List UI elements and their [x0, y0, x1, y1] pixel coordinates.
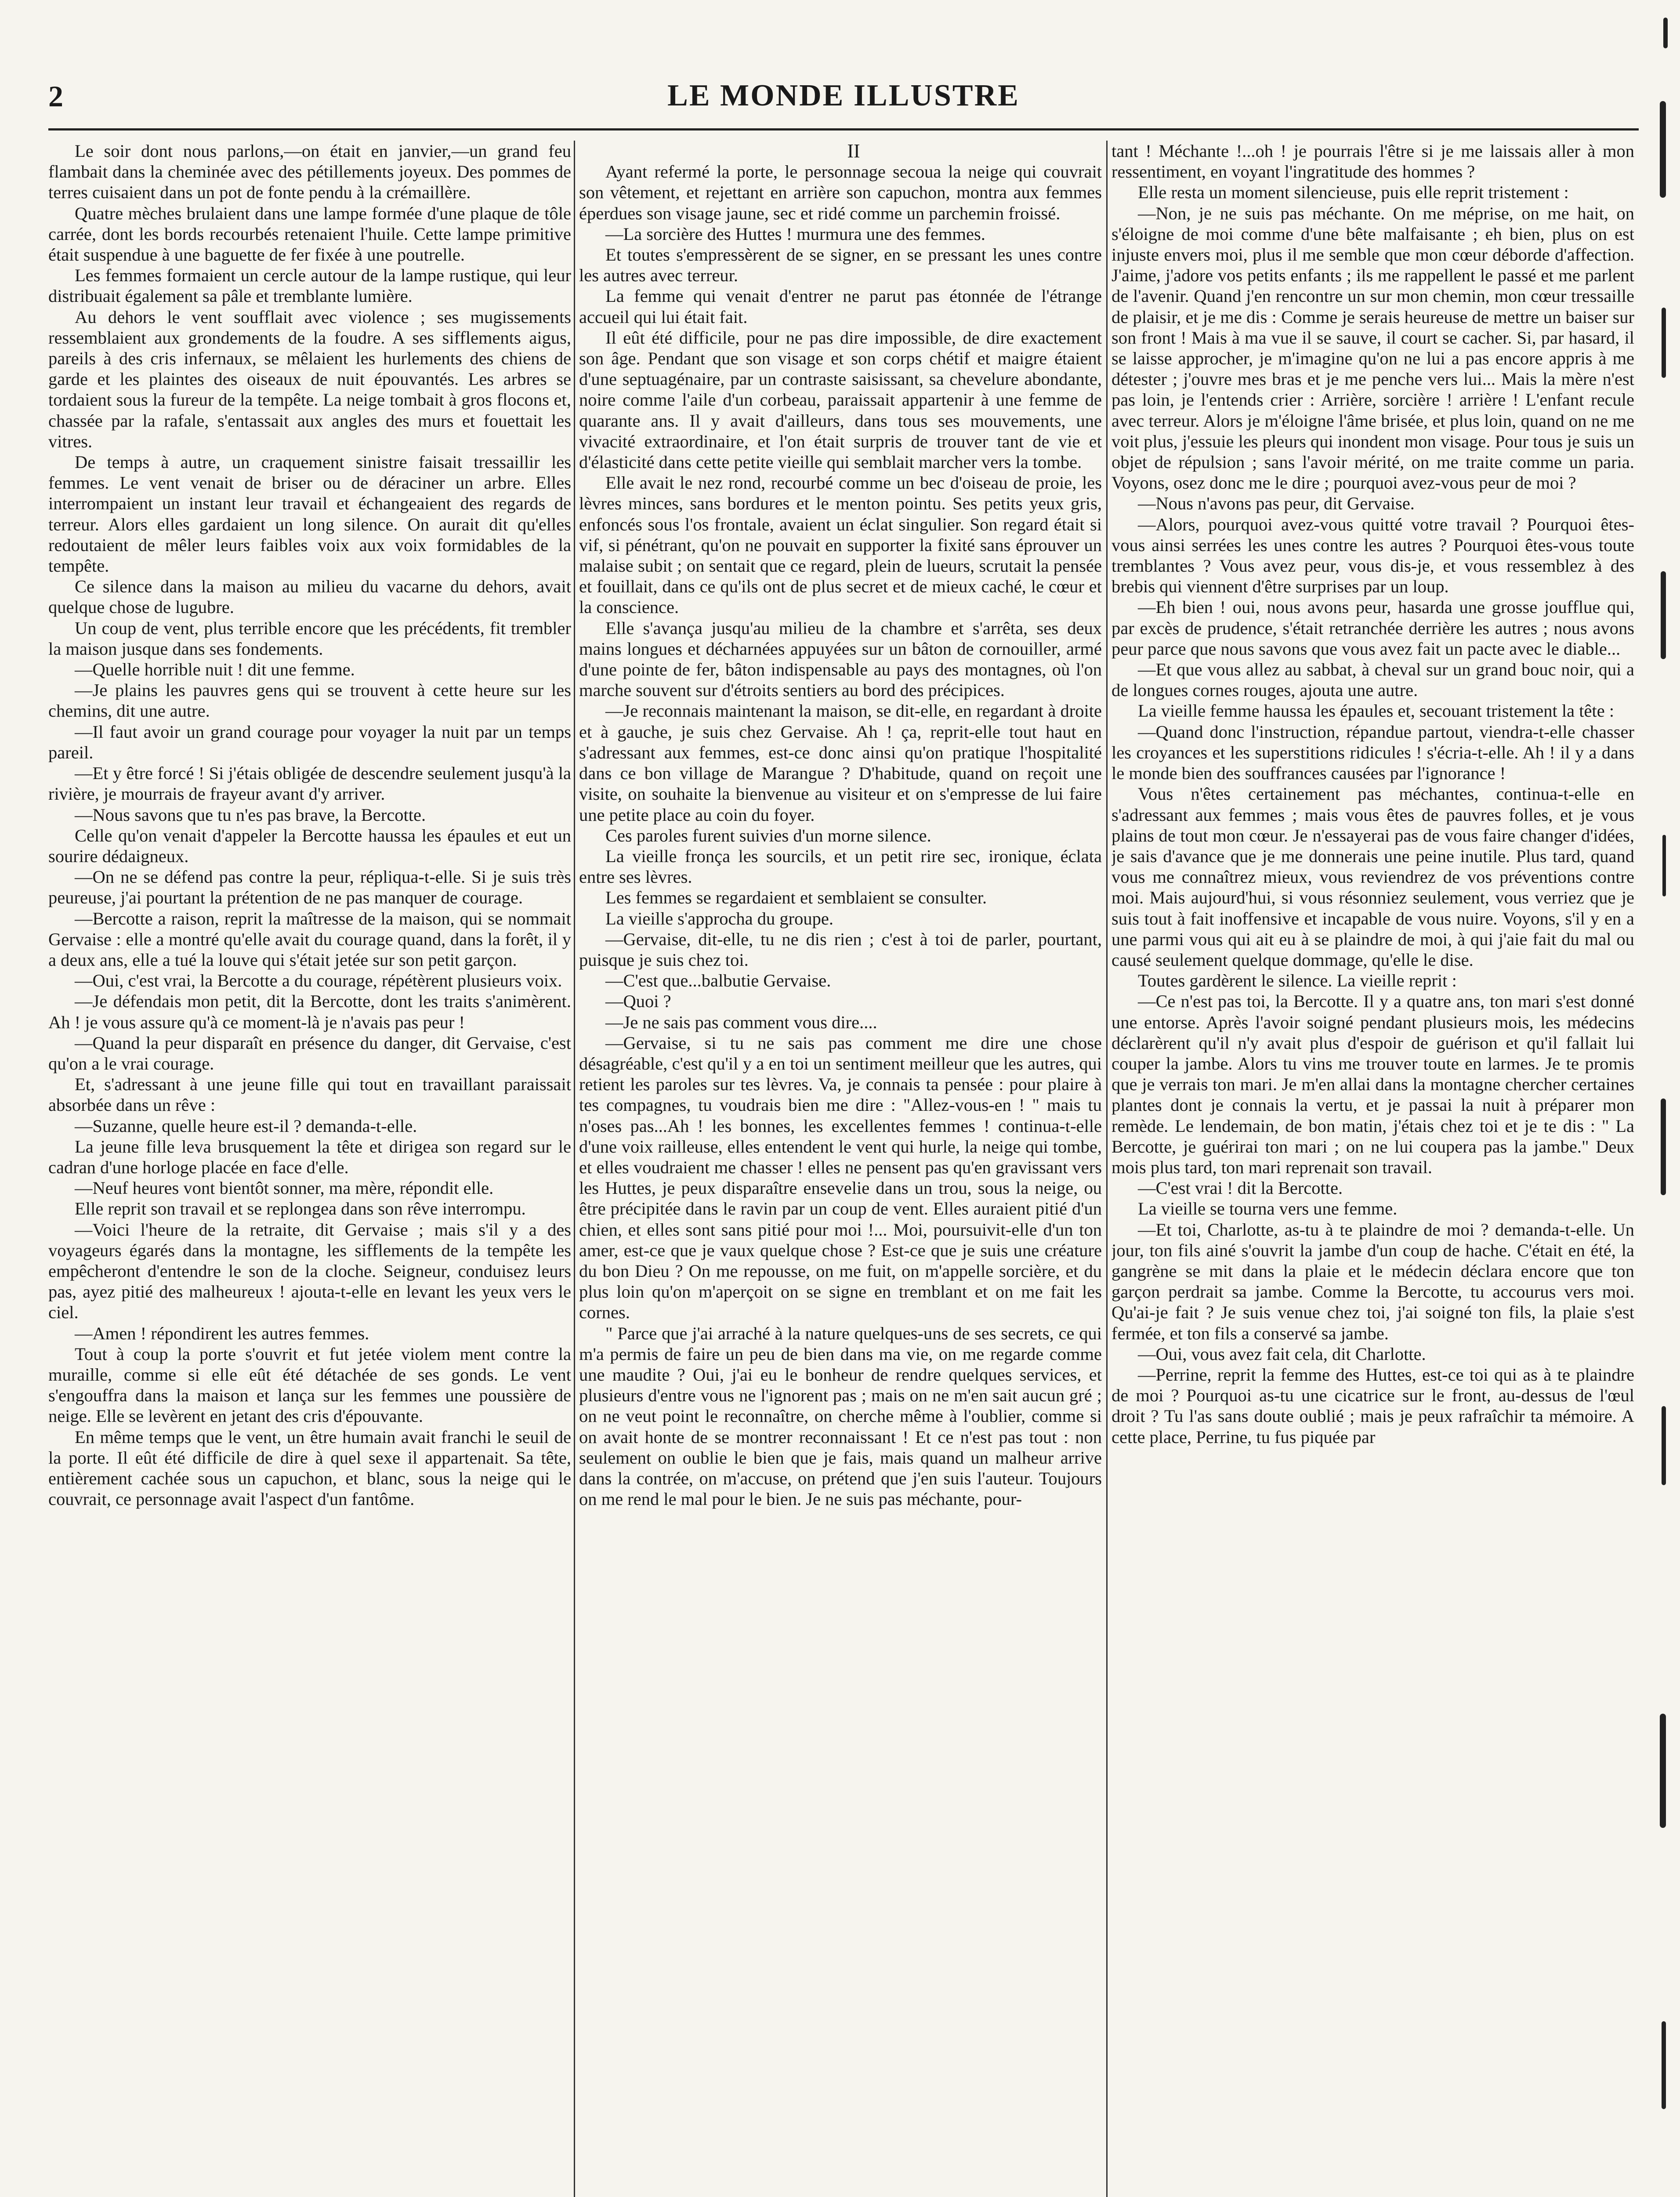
- paragraph: —Gervaise, dit-elle, tu ne dis rien ; c'est à toi de parler, pourtant, puisque je suis chez toi.: [579, 929, 1102, 970]
- paragraph: La vieille se tourna vers une femme.: [1138, 1199, 1398, 1219]
- paragraph: —Alors, pourquoi avez-vous quitté votre travail ? Pourquoi êtes-vous ainsi serrées les unes contre les autres ? Pourquoi êtes-vous toute tremblantes ? Vous avez peur, vous dis-je, et vous ressemblez à des brebis qui viennent d'être surprises par un loup.: [1112, 514, 1634, 597]
- paragraph: —Quelle horrible nuit ! dit une femme.: [75, 660, 355, 680]
- paragraph: En même temps que le vent, un être humain avait franchi le seuil de la porte. Il eût été difficile de dire à quel sexe il appartenait. Sa tête, entièrement cachée sous un capuchon, et blanc, sous la neige qui le couvrait, ce personnage avait l'aspect d'un fantôme.: [48, 1427, 571, 1509]
- binding-mark: [1663, 18, 1668, 48]
- paragraph: La vieille s'approcha du groupe.: [605, 908, 833, 928]
- binding-mark: [1660, 1714, 1666, 1828]
- paragraph: —Ce n'est pas toi, la Bercotte. Il y a quatre ans, ton mari s'est donné une entorse. Après l'avoir soigné pendant plusieurs mois, les médecins déclarèrent qu'il n'y avait plus d'espoir de guérison et qu'il fallait lui couper la jambe. Alors tu vins me trouver toute en larmes. Je te promis que je verrais ton mari. Je m'en allai dans la montagne chercher certaines plantes dont je connais la vertu, et je passai la nuit à préparer mon remède. Le lendemain, de bon matin, j'étais chez toi et je te dis : " La Bercotte, je guérirai ton mari ; on ne lui coupera pas la jambe." Deux mois plus tard, ton mari reprenait son travail.: [1112, 991, 1634, 1177]
- paragraph: —On ne se défend pas contre la peur, répliqua-t-elle. Si je suis très peureuse, j'ai pourtant la prétention de ne pas manquer de courage.: [48, 867, 571, 908]
- paragraph: —Neuf heures vont bientôt sonner, ma mère, répondit elle.: [75, 1178, 494, 1198]
- paragraph: Les femmes se regardaient et semblaient se consulter.: [605, 888, 987, 908]
- binding-edge-marks: [1650, 0, 1676, 2197]
- paragraph: Le soir dont nous parlons,—on était en janvier,—un grand feu flambait dans la cheminée avec des pétillements joyeux. Des pommes de terres cuisaient dans un pot de fonte pendu à la crémaillère.: [48, 141, 571, 203]
- paragraph: —Je ne sais pas comment vous dire....: [605, 1012, 877, 1032]
- section-heading: II: [847, 141, 860, 162]
- paragraph: —Je reconnais maintenant la maison, se dit-elle, en regardant à droite et à gauche, je suis chez Gervaise. Ah ! ça, reprit-elle tout haut en s'adressant aux femmes, est-ce donc ainsi qu'on pratique l'hospitalité dans ce bon village de Marangue ? D'habitude, quand on reçoit une visite, on souhaite la bienvenue au visiteur et on s'empresse de lui faire une petite place au coin du foyer.: [579, 701, 1102, 825]
- paragraph: —Eh bien ! oui, nous avons peur, hasarda une grosse joufflue qui, par excès de prudence, s'était retranchée derrière les autres ; nous avons peur parce que nous savons que vous avez fait un pacte avec le diable...: [1112, 597, 1634, 659]
- paragraph: Les femmes formaient un cercle autour de la lampe rustique, qui leur distribuait également sa pâle et tremblante lumière.: [48, 265, 571, 306]
- paragraph: La femme qui venait d'entrer ne parut pas étonnée de l'étrange accueil qui lui était fait.: [579, 286, 1102, 327]
- binding-mark: [1661, 571, 1666, 659]
- paragraph: —Et que vous allez au sabbat, à cheval sur un grand bouc noir, qui a de longues cornes rouges, ajouta une autre.: [1112, 660, 1634, 700]
- paragraph: —C'est que...balbutie Gervaise.: [605, 971, 831, 991]
- paragraph: —Quand la peur disparaît en présence du danger, dit Gervaise, c'est qu'on a le vrai courage.: [48, 1033, 571, 1073]
- paragraph: tant ! Méchante !...oh ! je pourrais l'être si je me laissais aller à mon ressentiment, en voyant l'ingratitude des hommes ?: [1112, 141, 1634, 182]
- binding-mark: [1661, 1098, 1666, 1195]
- paragraph: —Bercotte a raison, reprit la maîtresse de la maison, qui se nommait Gervaise : elle a montré qu'elle avait du courage quand, dans la forêt, il y a deux ans, elle a tué la louve qui s'était jetée sur son petit garçon.: [48, 908, 571, 970]
- paragraph: —Nous n'avons pas peur, dit Gervaise.: [1138, 493, 1415, 514]
- header-rule: [48, 128, 1639, 131]
- paragraph: Elle reprit son travail et se replongea dans son rêve interrompu.: [75, 1199, 526, 1219]
- paragraph: —Je plains les pauvres gens qui se trouvent à cette heure sur les chemins, dit une autre.: [48, 680, 571, 721]
- paragraph: Elle resta un moment silencieuse, puis elle reprit tristement :: [1138, 182, 1569, 203]
- paragraph: " Parce que j'ai arraché à la nature quelques-uns de ses secrets, ce qui m'a permis de faire un peu de bien dans ma vie, on me regarde comme une maudite ? Oui, j'ai eu le bonheur de rendre quelques services, et plusieurs d'entre vous ne l'ignorent pas ; mais on ne m'en sait aucun gré ; on ne veut point le reconnaître, on cherche même à l'oublier, comme si on avait honte de se montrer reconnaissant ! Et ce n'est pas tout : non seulement on oublie le bien que je fais, mais quand un malheur arrive dans la contrée, on m'accuse, on prétend que j'en suis l'auteur. Toujours on me rend le mal pour le bien. Je ne suis pas méchante, pour-: [579, 1323, 1102, 1509]
- paragraph: —Perrine, reprit la femme des Huttes, est-ce toi qui as à te plaindre de moi ? Pourquoi as-tu une cicatrice sur le front, au-dessus de l'œul droit ? Tu l'as sans doute oublié ; mais je peux rafraîchir ta mémoire. A cette place, Perrine, tu fus piquée par: [1112, 1364, 1634, 1447]
- paragraph: —C'est vrai ! dit la Bercotte.: [1138, 1178, 1343, 1198]
- paragraph: La vieille fronça les sourcils, et un petit rire sec, ironique, éclata entre ses lèvres.: [579, 846, 1102, 887]
- binding-mark: [1660, 101, 1666, 198]
- paragraph: Et, s'adressant à une jeune fille qui tout en travaillant paraissait absorbée dans un rêve :: [48, 1074, 571, 1115]
- paragraph: De temps à autre, un craquement sinistre faisait tressaillir les femmes. Le vent venait de briser ou de déraciner un arbre. Elles interrompaient un instant leur travail et échangeaient des regards de terreur. Alors elles gardaient un long silence. On aurait dit qu'elles redoutaient de mêler leurs faibles voix aux voix formidables de la tempête.: [48, 452, 571, 576]
- paragraph: Il eût été difficile, pour ne pas dire impossible, de dire exactement son âge. Pendant que son visage et son corps chétif et maigre étaient d'une septuagénaire, par un contraste saisissant, sa chevelure abondante, noire comme l'aile d'un corbeau, paraissait appartenir à une femme de quarante ans. Il y avait d'ailleurs, dans tous ses mouvements, une vivacité extraordinaire, et l'on était surpris de trouver tant de vie et d'élasticité dans cette petite vieille qui semblait marcher vers la tombe.: [579, 327, 1102, 472]
- binding-mark: [1662, 2021, 1666, 2109]
- journal-title: LE MONDE ILLUSTRE: [667, 79, 1020, 112]
- binding-mark: [1662, 1406, 1666, 1485]
- paragraph: —Nous savons que tu n'es pas brave, la Bercotte.: [75, 805, 426, 825]
- paragraph: —Quoi ?: [605, 991, 671, 1011]
- paragraph: Quatre mèches brulaient dans une lampe formée d'une plaque de tôle carrée, dont les bords recourbés retenaient l'huile. Cette lampe primitive était suspendue à une baguette de fer fixée à une poutrelle.: [48, 203, 571, 265]
- paragraph: Un coup de vent, plus terrible encore que les précédents, fit trembler la maison jusque dans ses fondements.: [48, 618, 571, 659]
- paragraph: —Suzanne, quelle heure est-il ? demanda-t-elle.: [75, 1116, 417, 1136]
- paragraph: —Il faut avoir un grand courage pour voyager la nuit par un temps pareil.: [48, 721, 571, 762]
- paragraph: Vous n'êtes certainement pas méchantes, continua-t-elle en s'adressant aux femmes ; mais vous êtes de pauvres folles, et je vous plains de tout mon cœur. Je n'essayerai pas de vous faire changer d'idées, je sais d'avance que je me donnerais une peine inutile. Plus tard, quand vous me connaîtrez mieux, vous reviendrez de vos préventions contre moi. Mais aujourd'hui, si vous résonniez seulement, vous verriez que je suis tout à fait inoffensive et incapable de vous nuire. Voyons, s'il y en a une parmi vous qui ait eu à se plaindre de moi, à qui j'aie fait du mal ou causé seulement quelque dommage, qu'elle le dise.: [1112, 784, 1634, 970]
- paragraph: —Et toi, Charlotte, as-tu à te plaindre de moi ? demanda-t-elle. Un jour, ton fils ainé s'ouvrit la jambe d'un coup de hache. C'était en été, la gangrène se mit dans la plaie et le médecin déclara encore que ton garçon perdrait sa jambe. Comme la Bercotte, tu accourus vers moi. Qu'ai-je fait ? Je suis venue chez toi, j'ai soigné ton fils, la plaie s'est fermée, et ton fils a conservé sa jambe.: [1112, 1219, 1634, 1343]
- paragraph: —Oui, c'est vrai, la Bercotte a du courage, répétèrent plusieurs voix.: [75, 971, 562, 991]
- column-divider: [574, 141, 575, 2197]
- column-2: [579, 141, 1102, 2197]
- paragraph: Ce silence dans la maison au milieu du vacarne du dehors, avait quelque chose de lugubre.: [48, 576, 571, 617]
- paragraph: Au dehors le vent soufflait avec violence ; ses mugissements ressemblaient aux grondements de la foudre. A ses sifflements aigus, pareils à des cris infernaux, se mêlaient les hurlements des chiens de garde et les plaintes des oiseaux de nuit épouvantés. Les arbres se tordaient sous la fureur de la tempête. La neige tombait à gros flocons et, chassée par la rafale, s'entassait aux angles des murs et fouettait les vitres.: [48, 307, 571, 451]
- paragraph: Celle qu'on venait d'appeler la Bercotte haussa les épaules et eut un sourire dédaigneux.: [48, 825, 571, 866]
- paragraph: —Voici l'heure de la retraite, dit Gervaise ; mais s'il y a des voyageurs égarés dans la montagne, les sifflements de la tempête les empêcheront d'entendre le son de la cloche. Seigneur, conduisez leurs pas, ayez pitié des malheureux ! ajouta-t-elle en levant les yeux vers le ciel.: [48, 1219, 571, 1323]
- paragraph: La jeune fille leva brusquement la tête et dirigea son regard sur le cadran d'une horloge placée en face d'elle.: [48, 1136, 571, 1177]
- paragraph: —Et y être forcé ! Si j'étais obligée de descendre seulement jusqu'à la rivière, je mourrais de frayeur avant d'y arriver.: [48, 763, 571, 804]
- paragraph: Elle avait le nez rond, recourbé comme un bec d'oiseau de proie, les lèvres minces, sans bordures et le menton pointu. Ses petits yeux gris, enfoncés sous l'os frontale, avaient un éclat singulier. Son regard était si vif, si pénétrant, qu'on ne pouvait en supporter la fixité sans éprouver un malaise subit ; on sentait que ce regard, plein de lueurs, scrutait la pensée et fouillait, dans ce qu'ils ont de plus secret et de mieux caché, le cœur et la conscience.: [579, 473, 1102, 617]
- paragraph: Et toutes s'empressèrent de se signer, en se pressant les unes contre les autres avec terreur.: [579, 245, 1102, 286]
- paragraph: Ces paroles furent suivies d'un morne silence.: [605, 825, 931, 845]
- page-header: [48, 75, 1639, 123]
- column-divider: [1106, 141, 1108, 2197]
- column-1: [48, 141, 571, 2197]
- binding-mark: [1662, 308, 1666, 378]
- paragraph: —Non, je ne suis pas méchante. On me méprise, on me hait, on s'éloigne de moi comme d'une bête malfaisante ; eh bien, plus on est injuste envers moi, plus il me semble que mon cœur déborde d'affection. J'aime, j'adore vos petits enfants ; ils me rappellent le passé et me parlent de l'avenir. Quand j'en rencontre un sur mon chemin, mon cœur tressaille de plaisir, et je me dis : Comme je serais heureuse de mettre un baiser sur son front ! Mais à ma vue il se sauve, il court se cacher. Si, par hasard, il se laisse approcher, je m'imagine qu'on ne lui a pas encore appris à me détester ; j'ouvre mes bras et je me penche vers lui... Mais la mère n'est pas loin, je l'entends crier : Arrière, sorcière ! arrière ! L'enfant recule avec terreur. Alors je m'éloigne l'âme brisée, et plus loin, quand on ne me voit plus, j'essuie les pleurs qui inondent mon visage. Pour tous je suis un objet de répulsion ; sans l'avoir mérité, on me traite comme un paria. Voyons, osez donc me le dire ; pourquoi avez-vous peur de moi ?: [1112, 203, 1634, 493]
- paragraph: —Amen ! répondirent les autres femmes.: [75, 1323, 369, 1343]
- paragraph: Ayant refermé la porte, le personnage secoua la neige qui couvrait son vêtement, et rejettant en arrière son capuchon, montra aux femmes éperdues son visage jaune, sec et ridé comme un parchemin froissé.: [579, 162, 1102, 223]
- paragraph: —La sorcière des Huttes ! murmura une des femmes.: [605, 224, 985, 244]
- paragraph: —Gervaise, si tu ne sais pas comment me dire une chose désagréable, c'est qu'il y a en toi un sentiment meilleur que les autres, qui retient les paroles sur tes lèvres. Va, je connais ta pensée : pour plaire à tes compagnes, tu voudrais bien me dire : "Allez-vous-en ! " mais tu n'oses pas...Ah ! les bonnes, les excellentes femmes ! continua-t-elle d'une voix railleuse, elles entendent le vent qui hurle, la neige qui tombe, et elles voudraient me chasser ! elles ne pensent pas qu'en gravissant vers les Huttes, je peux disparaître ensevelie dans un trou, sous la neige, ou être précipitée dans le ravin par un coup de vent. Elles auraient pitié d'un chien, et elles sont sans pitié pour moi !... Moi, poursuivit-elle d'un ton amer, est-ce que je vaux quelque chose ? Est-ce que je suis une créature du bon Dieu ? On me repousse, on me fuit, on m'appelle sorcière, et du plus loin qu'on m'aperçoit on se signe en tremblant et on me fait les cornes.: [579, 1033, 1102, 1323]
- paragraph: Tout à coup la porte s'ouvrit et fut jetée violem ment contre la muraille, comme si elle eût été détachée de ses gonds. Le vent s'engouffra dans la maison et lança sur les femmes une poussière de neige. Elle se levèrent en jetant des cris d'épouvante.: [48, 1344, 571, 1426]
- paragraph: —Je défendais mon petit, dit la Bercotte, dont les traits s'animèrent. Ah ! je vous assure qu'à ce moment-là je n'avais pas peur !: [48, 991, 571, 1032]
- paragraph: Elle s'avança jusqu'au milieu de la chambre et s'arrêta, ses deux mains longues et décharnées appuyées sur un bâton de cornouiller, armé d'une pointe de fer, bâton indispensable au pays des montagnes, où l'on marche souvent sur d'étroits sentiers au bord des précipices.: [579, 618, 1102, 700]
- paragraph: —Quand donc l'instruction, répandue partout, viendra-t-elle chasser les croyances et les superstitions ridicules ! s'écria-t-elle. Ah ! il y a dans le monde bien des souffrances causées par l'ignorance !: [1112, 721, 1634, 783]
- column-3: [1112, 141, 1634, 2197]
- binding-mark: [1662, 835, 1666, 896]
- paragraph: —Oui, vous avez fait cela, dit Charlotte.: [1138, 1344, 1426, 1364]
- paragraph: Toutes gardèrent le silence. La vieille reprit :: [1138, 971, 1457, 991]
- paragraph: La vieille femme haussa les épaules et, secouant tristement la tête :: [1138, 701, 1615, 721]
- page-number: 2: [48, 80, 63, 113]
